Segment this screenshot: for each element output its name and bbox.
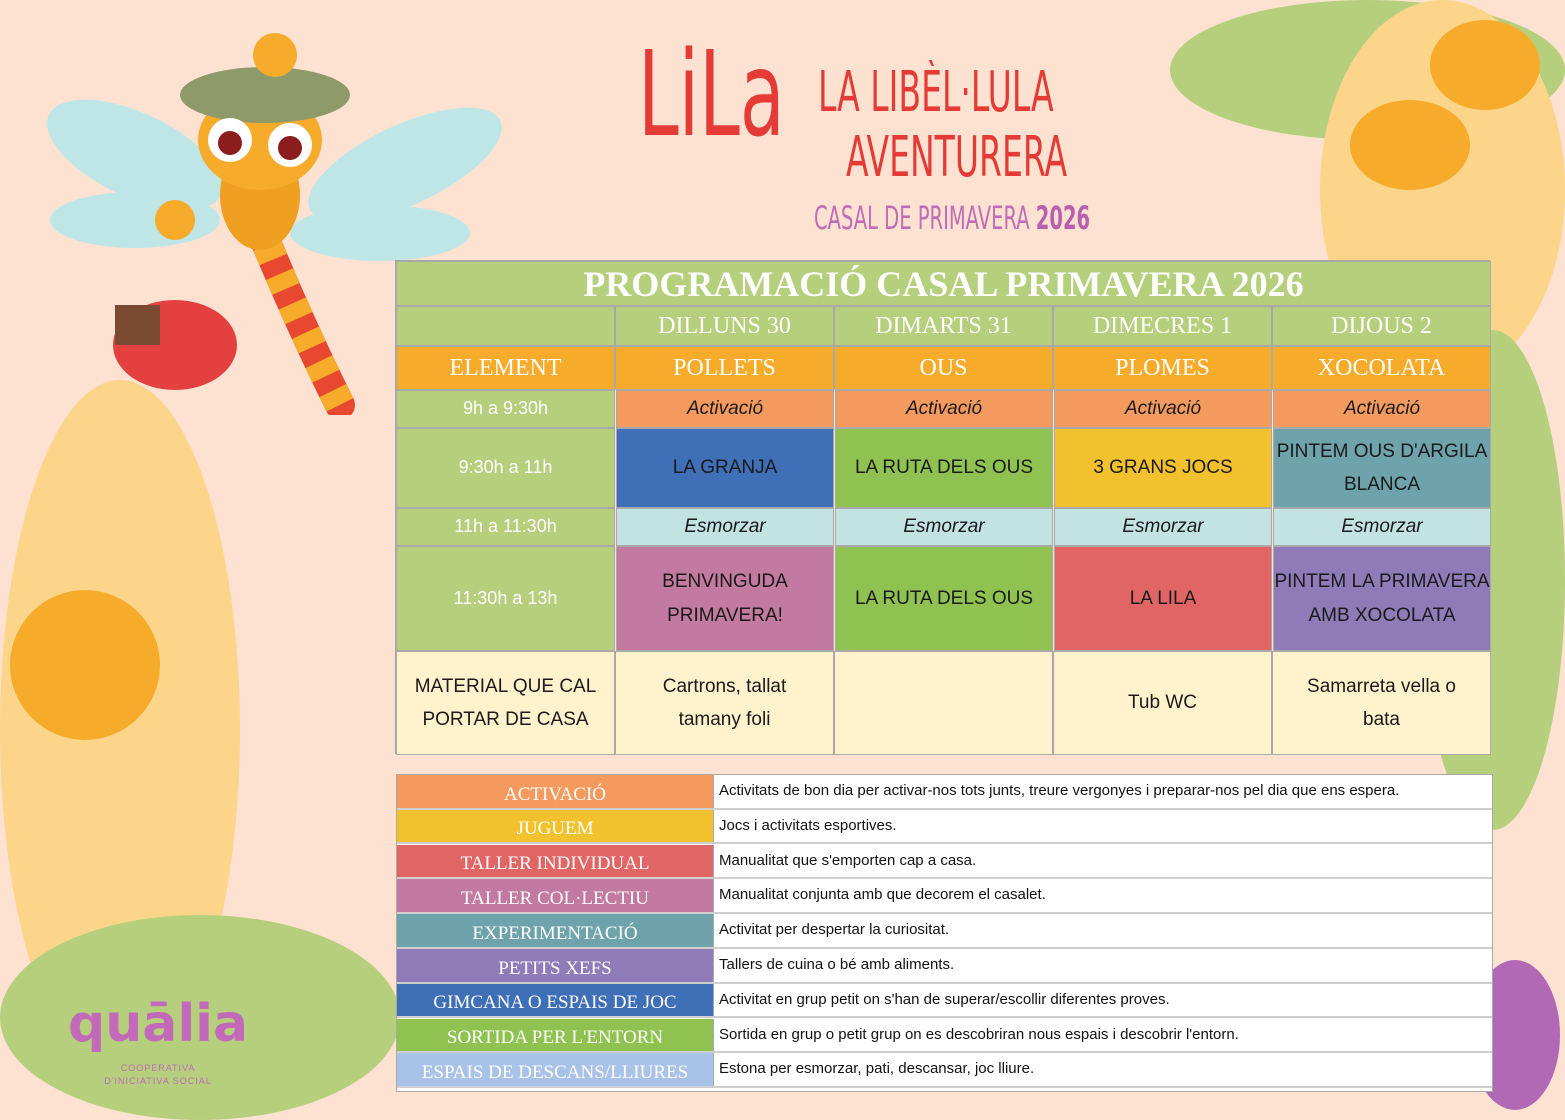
time-slot: 9h a 9:30h <box>396 390 615 428</box>
legend-category: ESPAIS DE DESCANS/LLIURES <box>397 1053 713 1086</box>
activity-cell: Activació <box>835 390 1053 428</box>
legend-category: TALLER INDIVIDUAL <box>397 845 713 878</box>
day-header-empty <box>396 306 615 346</box>
legend-description: Manualitat que s'emporten cap a casa. <box>713 845 1492 878</box>
activity-cell: BENVINGUDA PRIMAVERA! <box>616 546 834 651</box>
decor-flower-icon <box>1430 20 1540 110</box>
legend-row <box>397 845 1492 880</box>
qualia-tagline-1: COOPERATIVA <box>120 1063 196 1073</box>
activity-cell: LA GRANJA <box>616 428 834 508</box>
title-area <box>630 25 1120 250</box>
qualia-logo <box>68 994 249 1087</box>
legend-category: PETITS XEFS <box>397 949 713 982</box>
decor-flower-icon <box>1350 100 1470 190</box>
activity-cell: 3 GRANS JOCS <box>1054 428 1272 508</box>
activity-cell: Activació <box>1054 390 1272 428</box>
material-cell: Tub WC <box>1053 651 1272 755</box>
legend-description: Jocs i activitats esportives. <box>713 810 1492 843</box>
time-slot: 11:30h a 13h <box>396 546 615 651</box>
legend-description: Activitat en grup petit on s'han de superar/escollir diferentes proves. <box>713 984 1492 1017</box>
casal-subtitle <box>814 201 1090 236</box>
qualia-tagline-2: D'INICIATIVA SOCIAL <box>104 1075 212 1086</box>
day-header: DIMECRES 1 <box>1053 306 1272 346</box>
legend-row <box>397 1019 1492 1054</box>
lila-logo: LiLa <box>638 25 785 163</box>
qualia-logo-text: quālia <box>68 994 249 1054</box>
material-cell: Cartrons, tallat tamany foli <box>615 651 834 755</box>
activity-cell: Activació <box>1273 390 1491 428</box>
legend-description: Manualitat conjunta amb que decorem el casalet. <box>713 879 1492 912</box>
casal-text: CASAL DE PRIMAVERA <box>814 199 1030 237</box>
legend-description: Activitat per despertar la curiositat. <box>713 914 1492 947</box>
legend-category: EXPERIMENTACIÓ <box>397 914 713 947</box>
legend-table <box>396 774 1493 1092</box>
element-header: POLLETS <box>615 346 834 390</box>
subtitle-line1: LA LIBÈL·LULA <box>818 60 1054 125</box>
schedule-title: PROGRAMACIÓ CASAL PRIMAVERA 2026 <box>396 261 1491 306</box>
time-slot: 11h a 11:30h <box>396 508 615 546</box>
element-header: OUS <box>834 346 1053 390</box>
element-header: XOCOLATA <box>1272 346 1491 390</box>
legend-category: GIMCANA O ESPAIS DE JOC <box>397 984 713 1017</box>
legend-category: ACTIVACIÓ <box>397 775 713 808</box>
activity-cell: PINTEM OUS D'ARGILA BLANCA <box>1273 428 1491 508</box>
time-slot: 9:30h a 11h <box>396 428 615 508</box>
legend-row <box>397 879 1492 914</box>
day-header: DIJOUS 2 <box>1272 306 1491 346</box>
legend-category: JUGUEM <box>397 810 713 843</box>
legend-row <box>397 1053 1492 1088</box>
element-header: PLOMES <box>1053 346 1272 390</box>
legend-description: Sortida en grup o petit grup on es descobriran nous espais i descobrir l'entorn. <box>713 1019 1492 1052</box>
schedule-table <box>395 260 1490 754</box>
element-label: ELEMENT <box>396 346 615 390</box>
decor-flower-icon <box>10 590 160 740</box>
activity-cell: LA RUTA DELS OUS <box>835 546 1053 651</box>
casal-year: 2026 <box>1035 199 1091 237</box>
activity-cell: Esmorzar <box>616 508 834 546</box>
material-label: MATERIAL QUE CAL PORTAR DE CASA <box>396 651 615 755</box>
legend-row <box>397 914 1492 949</box>
legend-row <box>397 775 1492 810</box>
legend-row <box>397 984 1492 1019</box>
legend-description: Activitats de bon dia per activar-nos tots junts, treure vergonyes i preparar-nos pel dia que ens espera. <box>713 775 1492 808</box>
legend-category: TALLER COL·LECTIU <box>397 879 713 912</box>
legend-category: SORTIDA PER L'ENTORN <box>397 1019 713 1052</box>
activity-cell: Activació <box>616 390 834 428</box>
material-cell: Samarreta vella o bata <box>1272 651 1491 755</box>
activity-cell: PINTEM LA PRIMAVERA AMB XOCOLATA <box>1273 546 1491 651</box>
legend-row <box>397 949 1492 984</box>
activity-cell: Esmorzar <box>835 508 1053 546</box>
day-header: DILLUNS 30 <box>615 306 834 346</box>
legend-description: Tallers de cuina o bé amb aliments. <box>713 949 1492 982</box>
legend-description: Estona per esmorzar, pati, descansar, joc lliure. <box>713 1053 1492 1086</box>
subtitle-line2: AVENTURERA <box>846 125 1068 190</box>
legend-row <box>397 810 1492 845</box>
day-header: DIMARTS 31 <box>834 306 1053 346</box>
activity-cell: LA RUTA DELS OUS <box>835 428 1053 508</box>
activity-cell: Esmorzar <box>1054 508 1272 546</box>
material-cell <box>834 651 1053 755</box>
activity-cell: Esmorzar <box>1273 508 1491 546</box>
activity-cell: LA LILA <box>1054 546 1272 651</box>
